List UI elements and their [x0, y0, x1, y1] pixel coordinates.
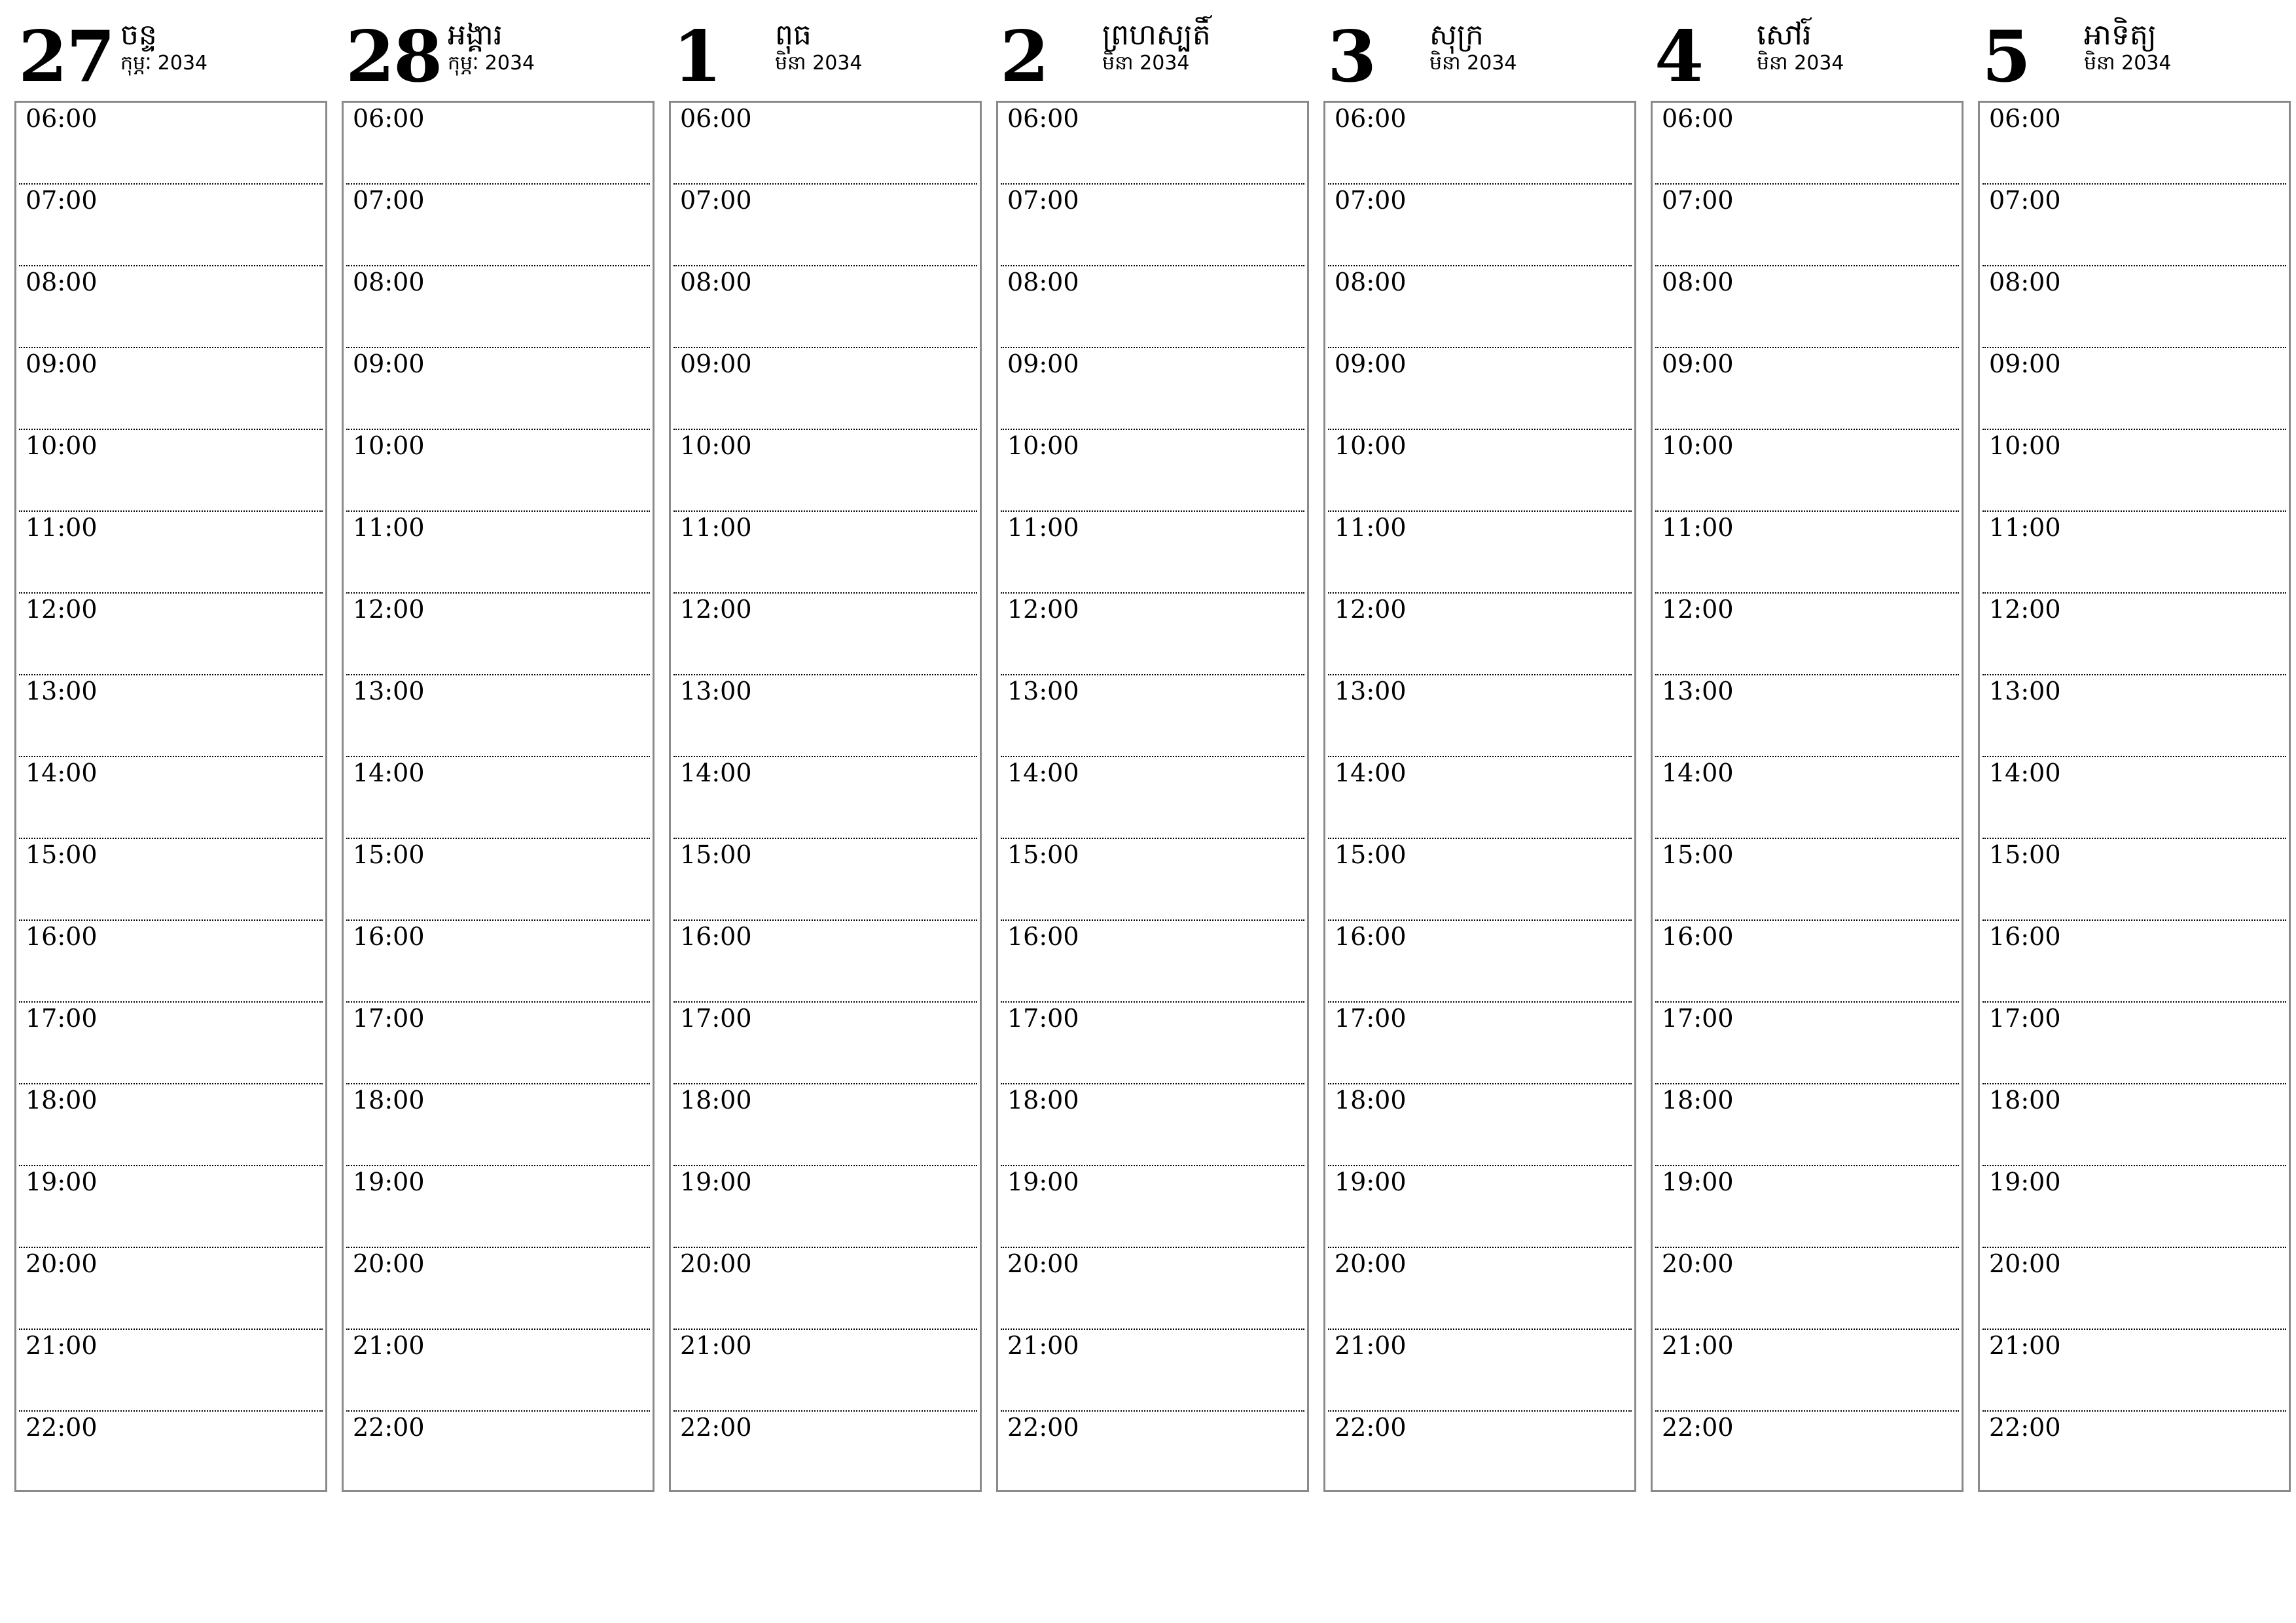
time-label: 21:00 — [1335, 1331, 1407, 1360]
time-slot[interactable] — [346, 1248, 650, 1330]
time-label: 17:00 — [1662, 1004, 1734, 1033]
time-slot[interactable] — [346, 1412, 650, 1493]
month-year: កុម្ភៈ 2034 — [448, 52, 535, 75]
time-label: 11:00 — [353, 513, 425, 542]
time-slot[interactable] — [1001, 430, 1304, 512]
time-slot[interactable] — [346, 1003, 650, 1084]
time-label: 21:00 — [1989, 1331, 2061, 1360]
time-slot[interactable] — [19, 594, 323, 675]
day-header — [14, 0, 327, 101]
time-label: 11:00 — [1007, 513, 1079, 542]
time-slot[interactable] — [1982, 1166, 2286, 1248]
time-label: 09:00 — [680, 349, 752, 378]
time-label: 14:00 — [1662, 758, 1734, 787]
time-label: 17:00 — [1007, 1004, 1079, 1033]
time-slot[interactable] — [1328, 594, 1632, 675]
time-label: 16:00 — [680, 922, 752, 951]
time-label: 18:00 — [1007, 1086, 1079, 1115]
time-label: 09:00 — [1989, 349, 2061, 378]
day-labels — [1429, 18, 1517, 75]
day-labels — [1102, 18, 1211, 75]
time-slot[interactable] — [1655, 757, 1959, 839]
day-number: 27 — [18, 16, 115, 98]
time-label: 15:00 — [1007, 840, 1079, 869]
time-slot[interactable] — [673, 839, 977, 921]
time-slot[interactable] — [1001, 185, 1304, 266]
time-slot[interactable] — [1982, 839, 2286, 921]
time-label: 17:00 — [680, 1004, 752, 1033]
time-slot[interactable] — [1328, 921, 1632, 1003]
time-label: 07:00 — [1007, 186, 1079, 215]
time-label: 10:00 — [26, 431, 98, 460]
time-slot[interactable] — [1982, 512, 2286, 594]
time-label: 12:00 — [1007, 595, 1079, 624]
time-slot[interactable] — [19, 1248, 323, 1330]
day-schedule-box[interactable] — [1651, 101, 1964, 1492]
time-label: 09:00 — [1335, 349, 1407, 378]
time-label: 09:00 — [1662, 349, 1734, 378]
time-slot[interactable] — [1328, 185, 1632, 266]
time-slot[interactable] — [1982, 348, 2286, 430]
weekday-name: អង្គារ — [448, 18, 503, 52]
day-header — [1323, 0, 1636, 101]
time-slot[interactable] — [1001, 921, 1304, 1003]
day-header — [996, 0, 1309, 101]
time-slot[interactable] — [1982, 921, 2286, 1003]
time-slot[interactable] — [1328, 1003, 1632, 1084]
time-slot[interactable] — [1328, 839, 1632, 921]
time-slot[interactable] — [1001, 512, 1304, 594]
month-year: មិនា 2034 — [1429, 52, 1517, 75]
time-label: 11:00 — [680, 513, 752, 542]
time-label: 10:00 — [1007, 431, 1079, 460]
time-label: 14:00 — [1335, 758, 1407, 787]
day-labels — [2084, 18, 2172, 75]
time-label: 08:00 — [680, 268, 752, 296]
time-label: 22:00 — [1662, 1413, 1734, 1442]
time-slot[interactable] — [19, 921, 323, 1003]
day-header — [1651, 0, 1964, 101]
time-label: 11:00 — [1989, 513, 2061, 542]
time-label: 13:00 — [1989, 677, 2061, 705]
time-slot[interactable] — [1655, 675, 1959, 757]
time-slot[interactable] — [19, 266, 323, 348]
weekday-name: អាទិត្យ — [2084, 18, 2157, 52]
time-slot[interactable] — [346, 1330, 650, 1412]
time-slot[interactable] — [346, 266, 650, 348]
time-label: 09:00 — [26, 349, 98, 378]
time-label: 08:00 — [1662, 268, 1734, 296]
time-slot[interactable] — [673, 921, 977, 1003]
time-label: 08:00 — [353, 268, 425, 296]
day-number: 4 — [1655, 16, 1703, 98]
time-slot[interactable] — [19, 512, 323, 594]
time-slot[interactable] — [1982, 1248, 2286, 1330]
time-slot[interactable] — [1982, 103, 2286, 185]
time-slot[interactable] — [1982, 1412, 2286, 1493]
time-slot[interactable] — [673, 1330, 977, 1412]
day-schedule-box[interactable] — [1323, 101, 1636, 1492]
time-label: 10:00 — [1335, 431, 1407, 460]
time-label: 10:00 — [353, 431, 425, 460]
day-column — [14, 0, 327, 1492]
time-slot[interactable] — [1328, 1412, 1632, 1493]
day-labels — [775, 18, 863, 75]
time-label: 18:00 — [1335, 1086, 1407, 1115]
time-label: 22:00 — [680, 1413, 752, 1442]
time-label: 10:00 — [1989, 431, 2061, 460]
day-schedule-box[interactable] — [1978, 101, 2291, 1492]
time-slot[interactable] — [1655, 1330, 1959, 1412]
time-slot[interactable] — [1655, 430, 1959, 512]
time-slot[interactable] — [1001, 266, 1304, 348]
time-slot[interactable] — [1982, 185, 2286, 266]
time-label: 15:00 — [1989, 840, 2061, 869]
time-slot[interactable] — [1655, 839, 1959, 921]
time-label: 12:00 — [1989, 595, 2061, 624]
time-slot[interactable] — [19, 185, 323, 266]
time-slot[interactable] — [346, 839, 650, 921]
weekday-name: ចន្ទ — [120, 18, 157, 52]
time-slot[interactable] — [1001, 1412, 1304, 1493]
time-label: 20:00 — [680, 1249, 752, 1278]
time-slot[interactable] — [673, 348, 977, 430]
time-label: 19:00 — [1662, 1168, 1734, 1196]
time-slot[interactable] — [1655, 1084, 1959, 1166]
month-year: មិនា 2034 — [1102, 52, 1190, 75]
time-slot[interactable] — [673, 594, 977, 675]
time-label: 11:00 — [1335, 513, 1407, 542]
time-label: 12:00 — [680, 595, 752, 624]
time-label: 18:00 — [26, 1086, 98, 1115]
time-label: 11:00 — [26, 513, 98, 542]
day-schedule-box[interactable] — [342, 101, 655, 1492]
time-slot[interactable] — [19, 1084, 323, 1166]
time-label: 20:00 — [1335, 1249, 1407, 1278]
time-label: 13:00 — [680, 677, 752, 705]
day-labels — [448, 18, 535, 75]
time-slot[interactable] — [1982, 266, 2286, 348]
month-year: មិនា 2034 — [1757, 52, 1844, 75]
time-label: 21:00 — [353, 1331, 425, 1360]
time-label: 22:00 — [26, 1413, 98, 1442]
time-label: 07:00 — [680, 186, 752, 215]
time-slot[interactable] — [346, 430, 650, 512]
day-header — [669, 0, 982, 101]
time-label: 18:00 — [353, 1086, 425, 1115]
time-label: 07:00 — [1989, 186, 2061, 215]
weekday-name: សុក្រ — [1429, 18, 1484, 52]
time-slot[interactable] — [19, 103, 323, 185]
time-label: 20:00 — [1989, 1249, 2061, 1278]
day-schedule-box[interactable] — [669, 101, 982, 1492]
time-label: 12:00 — [353, 595, 425, 624]
time-slot[interactable] — [1655, 1248, 1959, 1330]
time-label: 21:00 — [26, 1331, 98, 1360]
time-label: 19:00 — [680, 1168, 752, 1196]
time-slot[interactable] — [673, 1084, 977, 1166]
time-label: 21:00 — [1007, 1331, 1079, 1360]
time-slot[interactable] — [1982, 1084, 2286, 1166]
time-label: 13:00 — [353, 677, 425, 705]
time-label: 21:00 — [680, 1331, 752, 1360]
time-label: 07:00 — [1335, 186, 1407, 215]
day-number: 28 — [346, 16, 442, 98]
time-slot[interactable] — [1655, 1166, 1959, 1248]
day-column — [996, 0, 1309, 1492]
time-label: 13:00 — [26, 677, 98, 705]
time-label: 08:00 — [26, 268, 98, 296]
day-number: 3 — [1327, 16, 1376, 98]
time-label: 20:00 — [1662, 1249, 1734, 1278]
time-label: 16:00 — [1662, 922, 1734, 951]
time-slot[interactable] — [673, 1412, 977, 1493]
time-label: 21:00 — [1662, 1331, 1734, 1360]
time-slot[interactable] — [1655, 512, 1959, 594]
time-label: 17:00 — [353, 1004, 425, 1033]
time-slot[interactable] — [1328, 266, 1632, 348]
time-slot[interactable] — [19, 348, 323, 430]
time-label: 14:00 — [1007, 758, 1079, 787]
time-label: 20:00 — [26, 1249, 98, 1278]
day-schedule-box[interactable] — [14, 101, 327, 1492]
time-slot[interactable] — [346, 675, 650, 757]
time-slot[interactable] — [1001, 1330, 1304, 1412]
time-slot[interactable] — [1655, 921, 1959, 1003]
day-column — [669, 0, 982, 1492]
day-labels — [1757, 18, 1844, 75]
time-slot[interactable] — [1328, 675, 1632, 757]
month-year: មិនា 2034 — [775, 52, 863, 75]
time-label: 18:00 — [1662, 1086, 1734, 1115]
time-label: 18:00 — [1989, 1086, 2061, 1115]
time-slot[interactable] — [19, 1166, 323, 1248]
time-label: 15:00 — [1335, 840, 1407, 869]
time-slot[interactable] — [673, 675, 977, 757]
weekday-name: សៅរ៍ — [1757, 18, 1812, 52]
time-slot[interactable] — [1328, 430, 1632, 512]
time-slot[interactable] — [1655, 1412, 1959, 1493]
time-slot[interactable] — [1001, 675, 1304, 757]
time-label: 15:00 — [353, 840, 425, 869]
time-slot[interactable] — [346, 757, 650, 839]
time-slot[interactable] — [673, 430, 977, 512]
time-label: 12:00 — [1662, 595, 1734, 624]
time-slot[interactable] — [1655, 594, 1959, 675]
time-slot[interactable] — [1001, 839, 1304, 921]
time-slot[interactable] — [1982, 675, 2286, 757]
time-slot[interactable] — [673, 103, 977, 185]
time-label: 11:00 — [1662, 513, 1734, 542]
time-slot[interactable] — [19, 1412, 323, 1493]
time-label: 20:00 — [1007, 1249, 1079, 1278]
time-slot[interactable] — [1982, 594, 2286, 675]
time-label: 22:00 — [1989, 1413, 2061, 1442]
time-slot[interactable] — [1001, 594, 1304, 675]
time-label: 14:00 — [1989, 758, 2061, 787]
time-slot[interactable] — [19, 675, 323, 757]
time-label: 17:00 — [1989, 1004, 2061, 1033]
time-slot[interactable] — [1655, 348, 1959, 430]
time-slot[interactable] — [673, 185, 977, 266]
time-slot[interactable] — [1328, 1084, 1632, 1166]
time-slot[interactable] — [346, 348, 650, 430]
time-slot[interactable] — [1655, 1003, 1959, 1084]
time-slot[interactable] — [1001, 1166, 1304, 1248]
time-slot[interactable] — [1982, 430, 2286, 512]
time-slot[interactable] — [346, 1084, 650, 1166]
time-slot[interactable] — [19, 430, 323, 512]
time-label: 08:00 — [1007, 268, 1079, 296]
time-slot[interactable] — [346, 512, 650, 594]
time-slot[interactable] — [673, 1003, 977, 1084]
day-number: 1 — [673, 16, 721, 98]
time-slot[interactable] — [1328, 1248, 1632, 1330]
time-label: 19:00 — [353, 1168, 425, 1196]
time-slot[interactable] — [1328, 1166, 1632, 1248]
time-label: 17:00 — [1335, 1004, 1407, 1033]
time-slot[interactable] — [1001, 1084, 1304, 1166]
time-label: 19:00 — [26, 1168, 98, 1196]
time-label: 09:00 — [1007, 349, 1079, 378]
time-slot[interactable] — [673, 266, 977, 348]
time-label: 08:00 — [1989, 268, 2061, 296]
time-slot[interactable] — [19, 1330, 323, 1412]
day-labels — [120, 18, 207, 75]
time-label: 16:00 — [1007, 922, 1079, 951]
time-label: 14:00 — [353, 758, 425, 787]
month-year: មិនា 2034 — [2084, 52, 2172, 75]
time-label: 13:00 — [1007, 677, 1079, 705]
time-slot[interactable] — [1001, 1248, 1304, 1330]
time-label: 15:00 — [680, 840, 752, 869]
time-label: 09:00 — [353, 349, 425, 378]
weekday-name: ព្រហស្បតិ៍ — [1102, 18, 1211, 52]
time-label: 16:00 — [1335, 922, 1407, 951]
time-slot[interactable] — [673, 1248, 977, 1330]
time-label: 13:00 — [1662, 677, 1734, 705]
time-label: 06:00 — [1989, 104, 2061, 133]
time-slot[interactable] — [346, 594, 650, 675]
time-label: 07:00 — [26, 186, 98, 215]
time-slot[interactable] — [19, 757, 323, 839]
time-slot[interactable] — [346, 921, 650, 1003]
time-label: 06:00 — [1335, 104, 1407, 133]
time-label: 19:00 — [1007, 1168, 1079, 1196]
time-label: 06:00 — [353, 104, 425, 133]
time-label: 17:00 — [26, 1004, 98, 1033]
time-slot[interactable] — [1328, 1330, 1632, 1412]
time-slot[interactable] — [1328, 103, 1632, 185]
time-slot[interactable] — [1001, 757, 1304, 839]
time-label: 16:00 — [353, 922, 425, 951]
day-number: 2 — [1000, 16, 1049, 98]
time-label: 07:00 — [1662, 186, 1734, 215]
day-column — [1323, 0, 1636, 1492]
time-label: 22:00 — [353, 1413, 425, 1442]
time-label: 16:00 — [26, 922, 98, 951]
time-label: 06:00 — [26, 104, 98, 133]
day-column — [1651, 0, 1964, 1492]
time-slot[interactable] — [1982, 1330, 2286, 1412]
time-label: 22:00 — [1335, 1413, 1407, 1442]
time-label: 08:00 — [1335, 268, 1407, 296]
time-slot[interactable] — [673, 1166, 977, 1248]
time-label: 14:00 — [26, 758, 98, 787]
time-slot[interactable] — [1001, 1003, 1304, 1084]
weekly-planner — [14, 0, 2291, 1492]
time-slot[interactable] — [19, 1003, 323, 1084]
time-label: 12:00 — [26, 595, 98, 624]
day-number: 5 — [1982, 16, 2030, 98]
time-label: 06:00 — [1007, 104, 1079, 133]
time-slot[interactable] — [1655, 185, 1959, 266]
time-slot[interactable] — [19, 839, 323, 921]
time-label: 10:00 — [680, 431, 752, 460]
day-column — [1978, 0, 2291, 1492]
time-label: 19:00 — [1989, 1168, 2061, 1196]
day-header — [1978, 0, 2291, 101]
time-label: 15:00 — [1662, 840, 1734, 869]
time-slot[interactable] — [1001, 103, 1304, 185]
time-label: 20:00 — [353, 1249, 425, 1278]
time-slot[interactable] — [1982, 1003, 2286, 1084]
time-slot[interactable] — [673, 757, 977, 839]
time-slot[interactable] — [1655, 266, 1959, 348]
time-label: 06:00 — [680, 104, 752, 133]
time-label: 22:00 — [1007, 1413, 1079, 1442]
time-label: 14:00 — [680, 758, 752, 787]
time-slot[interactable] — [346, 185, 650, 266]
time-slot[interactable] — [1328, 757, 1632, 839]
month-year: កុម្ភៈ 2034 — [120, 52, 208, 75]
day-column — [342, 0, 655, 1492]
time-slot[interactable] — [1655, 103, 1959, 185]
time-label: 12:00 — [1335, 595, 1407, 624]
day-header — [342, 0, 655, 101]
time-slot[interactable] — [1328, 512, 1632, 594]
time-slot[interactable] — [1982, 757, 2286, 839]
time-label: 06:00 — [1662, 104, 1734, 133]
weekday-name: ពុធ — [775, 18, 812, 52]
time-label: 10:00 — [1662, 431, 1734, 460]
time-slot[interactable] — [346, 1166, 650, 1248]
time-label: 18:00 — [680, 1086, 752, 1115]
time-slot[interactable] — [1001, 348, 1304, 430]
time-label: 16:00 — [1989, 922, 2061, 951]
time-label: 13:00 — [1335, 677, 1407, 705]
time-label: 15:00 — [26, 840, 98, 869]
day-schedule-box[interactable] — [996, 101, 1309, 1492]
time-slot[interactable] — [673, 512, 977, 594]
time-label: 07:00 — [353, 186, 425, 215]
time-slot[interactable] — [1328, 348, 1632, 430]
time-slot[interactable] — [346, 103, 650, 185]
time-label: 19:00 — [1335, 1168, 1407, 1196]
